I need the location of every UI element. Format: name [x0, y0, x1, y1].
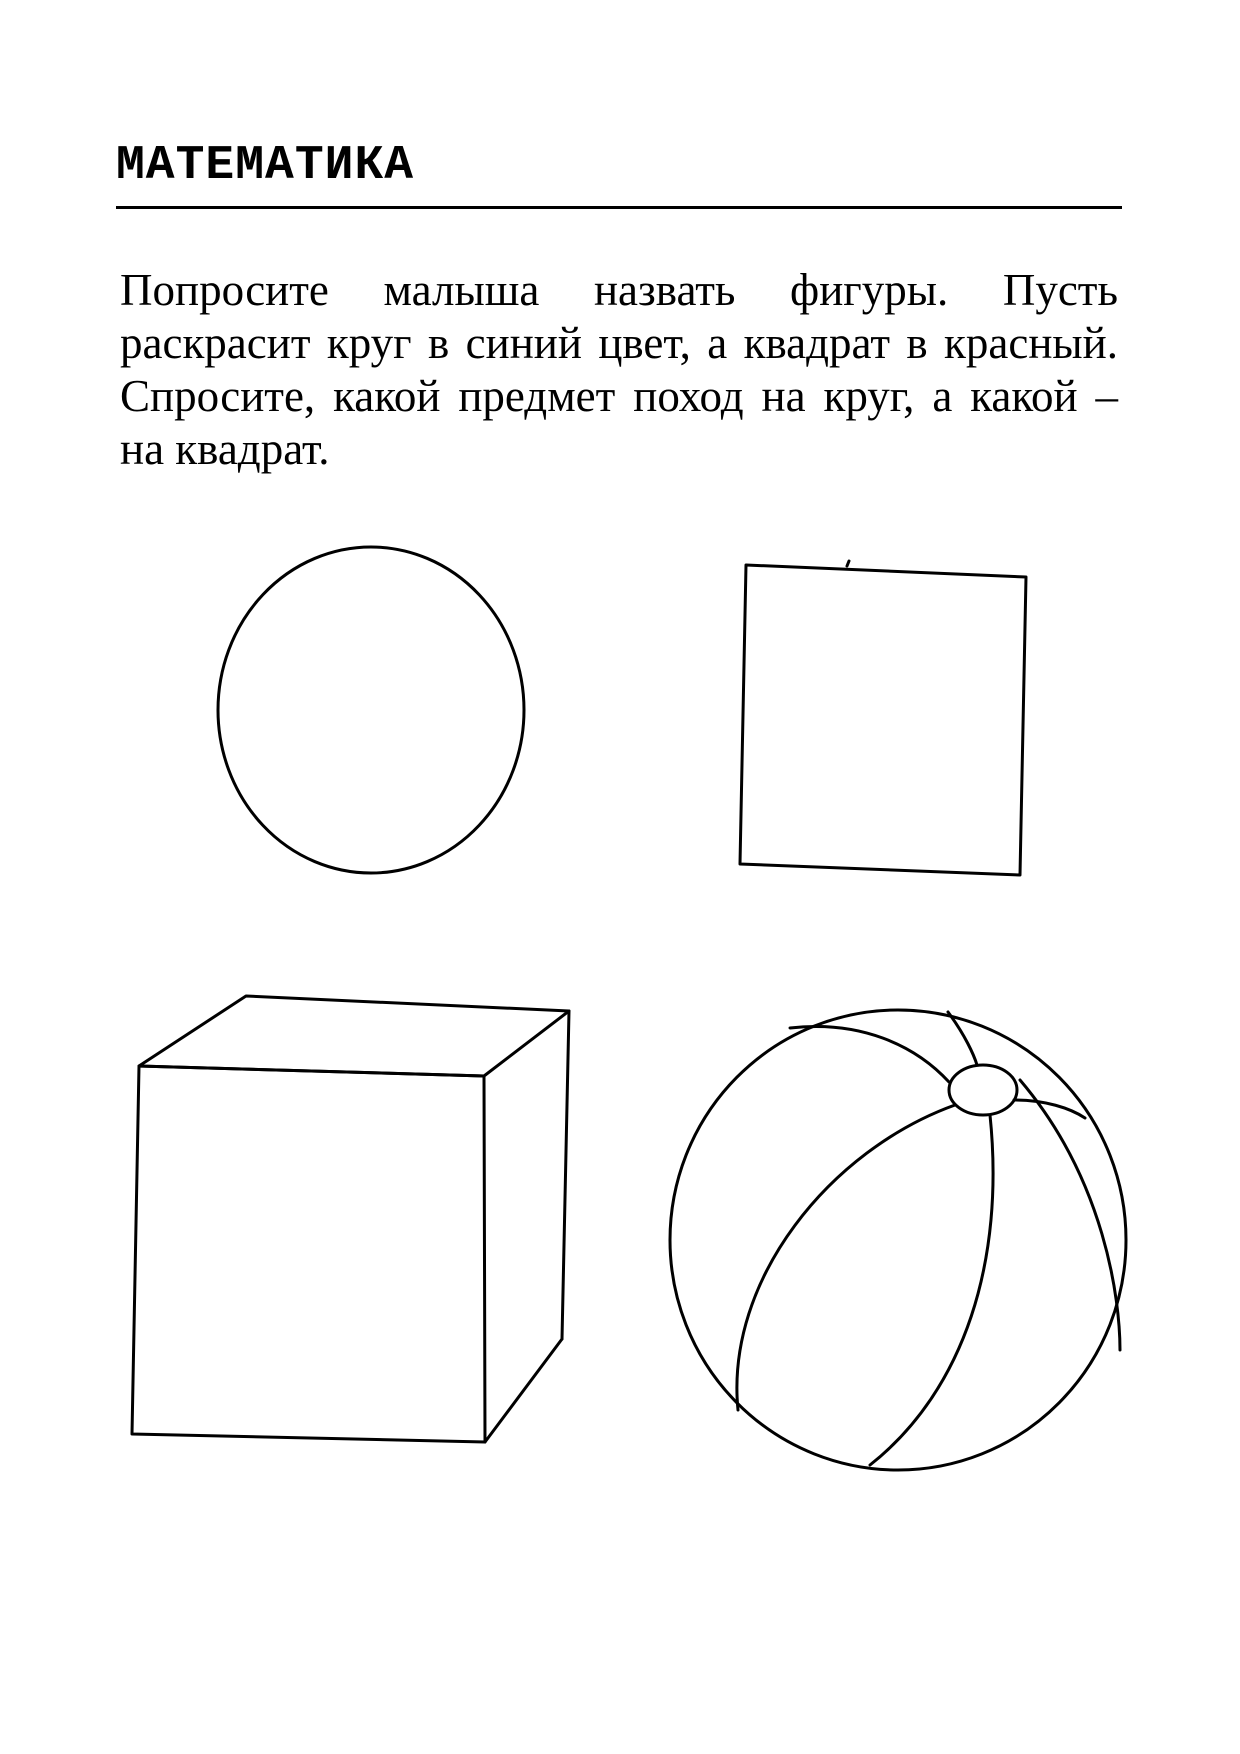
ball-figure [670, 1010, 1126, 1470]
cube-top-face [139, 996, 569, 1076]
ball-top-cap [949, 1065, 1017, 1115]
circle-figure [218, 547, 524, 873]
page-title: МАТЕМАТИКА [116, 139, 415, 193]
ball-stripe-left-upper [790, 1027, 949, 1082]
circle-outline [218, 547, 524, 873]
square-tick-mark [847, 561, 849, 566]
cube-front-face [132, 1066, 485, 1442]
cube-figure [132, 996, 569, 1442]
ball-stripe-right-upper [1014, 1100, 1085, 1118]
cube-bottom-right-edge [485, 1339, 562, 1442]
ball-stripe-right-main [1020, 1080, 1120, 1350]
square-outline [740, 565, 1026, 875]
square-figure [740, 561, 1026, 875]
instruction-text: Попросите малыша назвать фигуры. Пусть раскрасит круг в синий цвет, а квадрат в красный. Спросите, какой предмет поход на круг, а какой – на квадрат. [120, 265, 1118, 474]
ball-stripe-left-main [737, 1105, 955, 1410]
ball-stripe-center-main [870, 1115, 993, 1465]
cube-right-edge [562, 1011, 569, 1339]
